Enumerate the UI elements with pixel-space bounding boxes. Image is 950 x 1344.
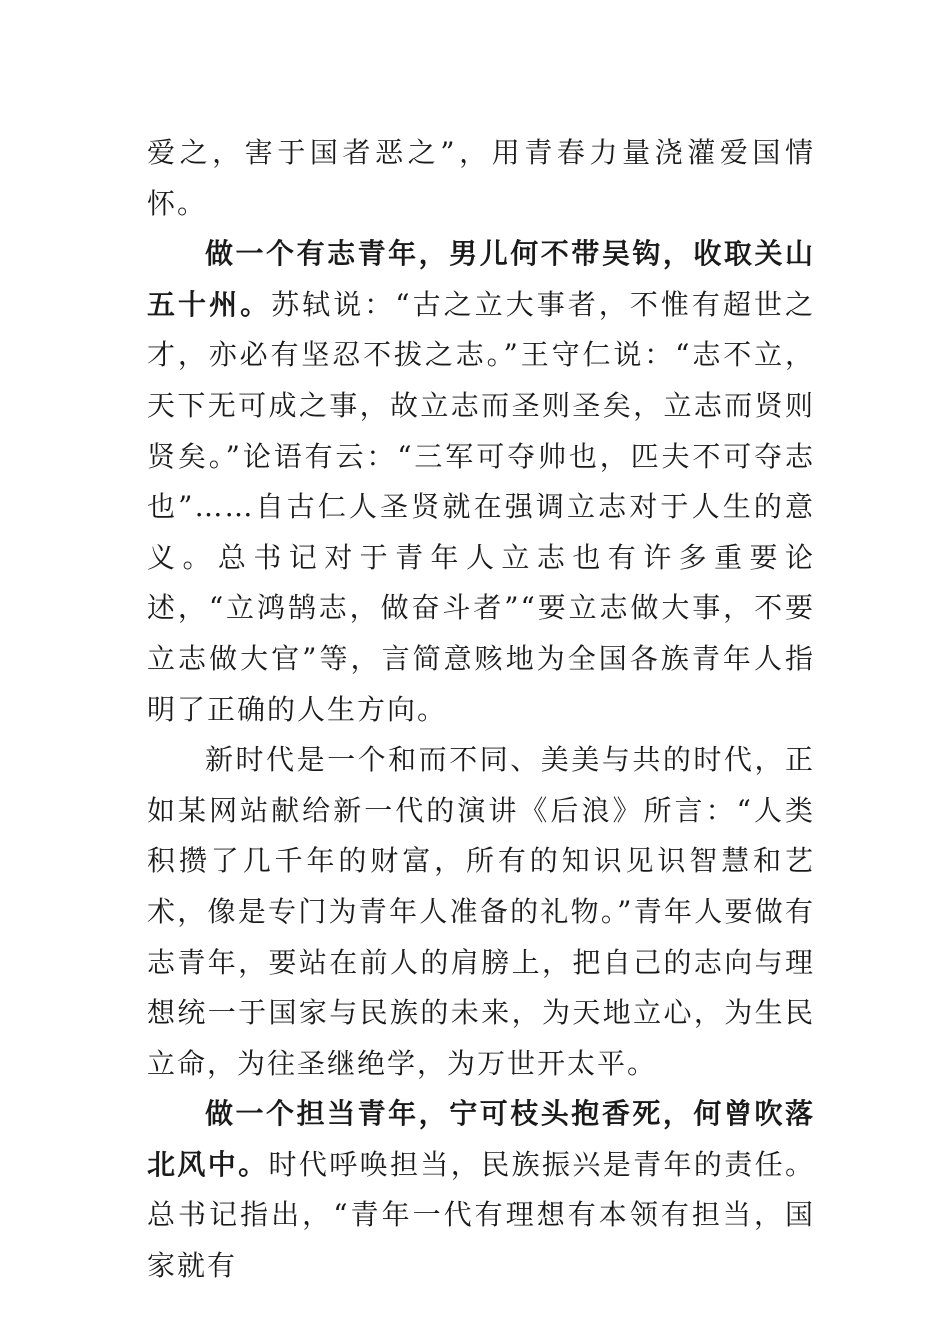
paragraph-4-text: 时代呼唤担当，民族振兴是青年的责任。总书记指出，“青年一代有理想有本领有担当，国家就有 bbox=[147, 1147, 815, 1283]
paragraph-2-lead: 做一个有志青年，男儿何不带吴钩，收取关山五十州。 bbox=[147, 237, 815, 321]
paragraph-1 bbox=[147, 128, 815, 229]
paragraph-3-text: 新时代是一个和而不同、美美与共的时代，正如某网站献给新一代的演讲《后浪》所言：“人类积攒了几千年的财富，所有的知识见识智慧和艺术，像是专门为青年人准备的礼物。”青年人要做有志青年，要站在前人的肩膀上，把自己的志向与理想统一于国家与民族的未来，为天地立心，为生民立命，为往圣继绝学，为万世开太平。 bbox=[147, 743, 815, 1080]
paragraph-2 bbox=[147, 229, 815, 735]
paragraph-3 bbox=[147, 735, 815, 1089]
paragraph-2-text: 苏轼说：“古之立大事者，不惟有超世之才，亦必有坚忍不拔之志。”王守仁说：“志不立，天下无可成之事，故立志而圣则圣矣，立志而贤则贤矣。”论语有云：“三军可夺帅也，匹夫不可夺志也”……自古仁人圣贤就在强调立志对于人生的意义。总书记对于青年人立志也有许多重要论述，“立鸿鹄志，做奋斗者”“要立志做大事，不要立志做大官”等，言简意赅地为全国各族青年人指明了正确的人生方向。 bbox=[147, 287, 815, 726]
paragraph-4-lead: 做一个担当青年，宁可枝头抱香死，何曾吹落北风中。 bbox=[147, 1097, 815, 1181]
document-body bbox=[147, 128, 815, 1292]
paragraph-1-text: 爱之，害于国者恶之”，用青春力量浇灌爱国情怀。 bbox=[147, 136, 815, 220]
paragraph-4 bbox=[147, 1089, 815, 1291]
